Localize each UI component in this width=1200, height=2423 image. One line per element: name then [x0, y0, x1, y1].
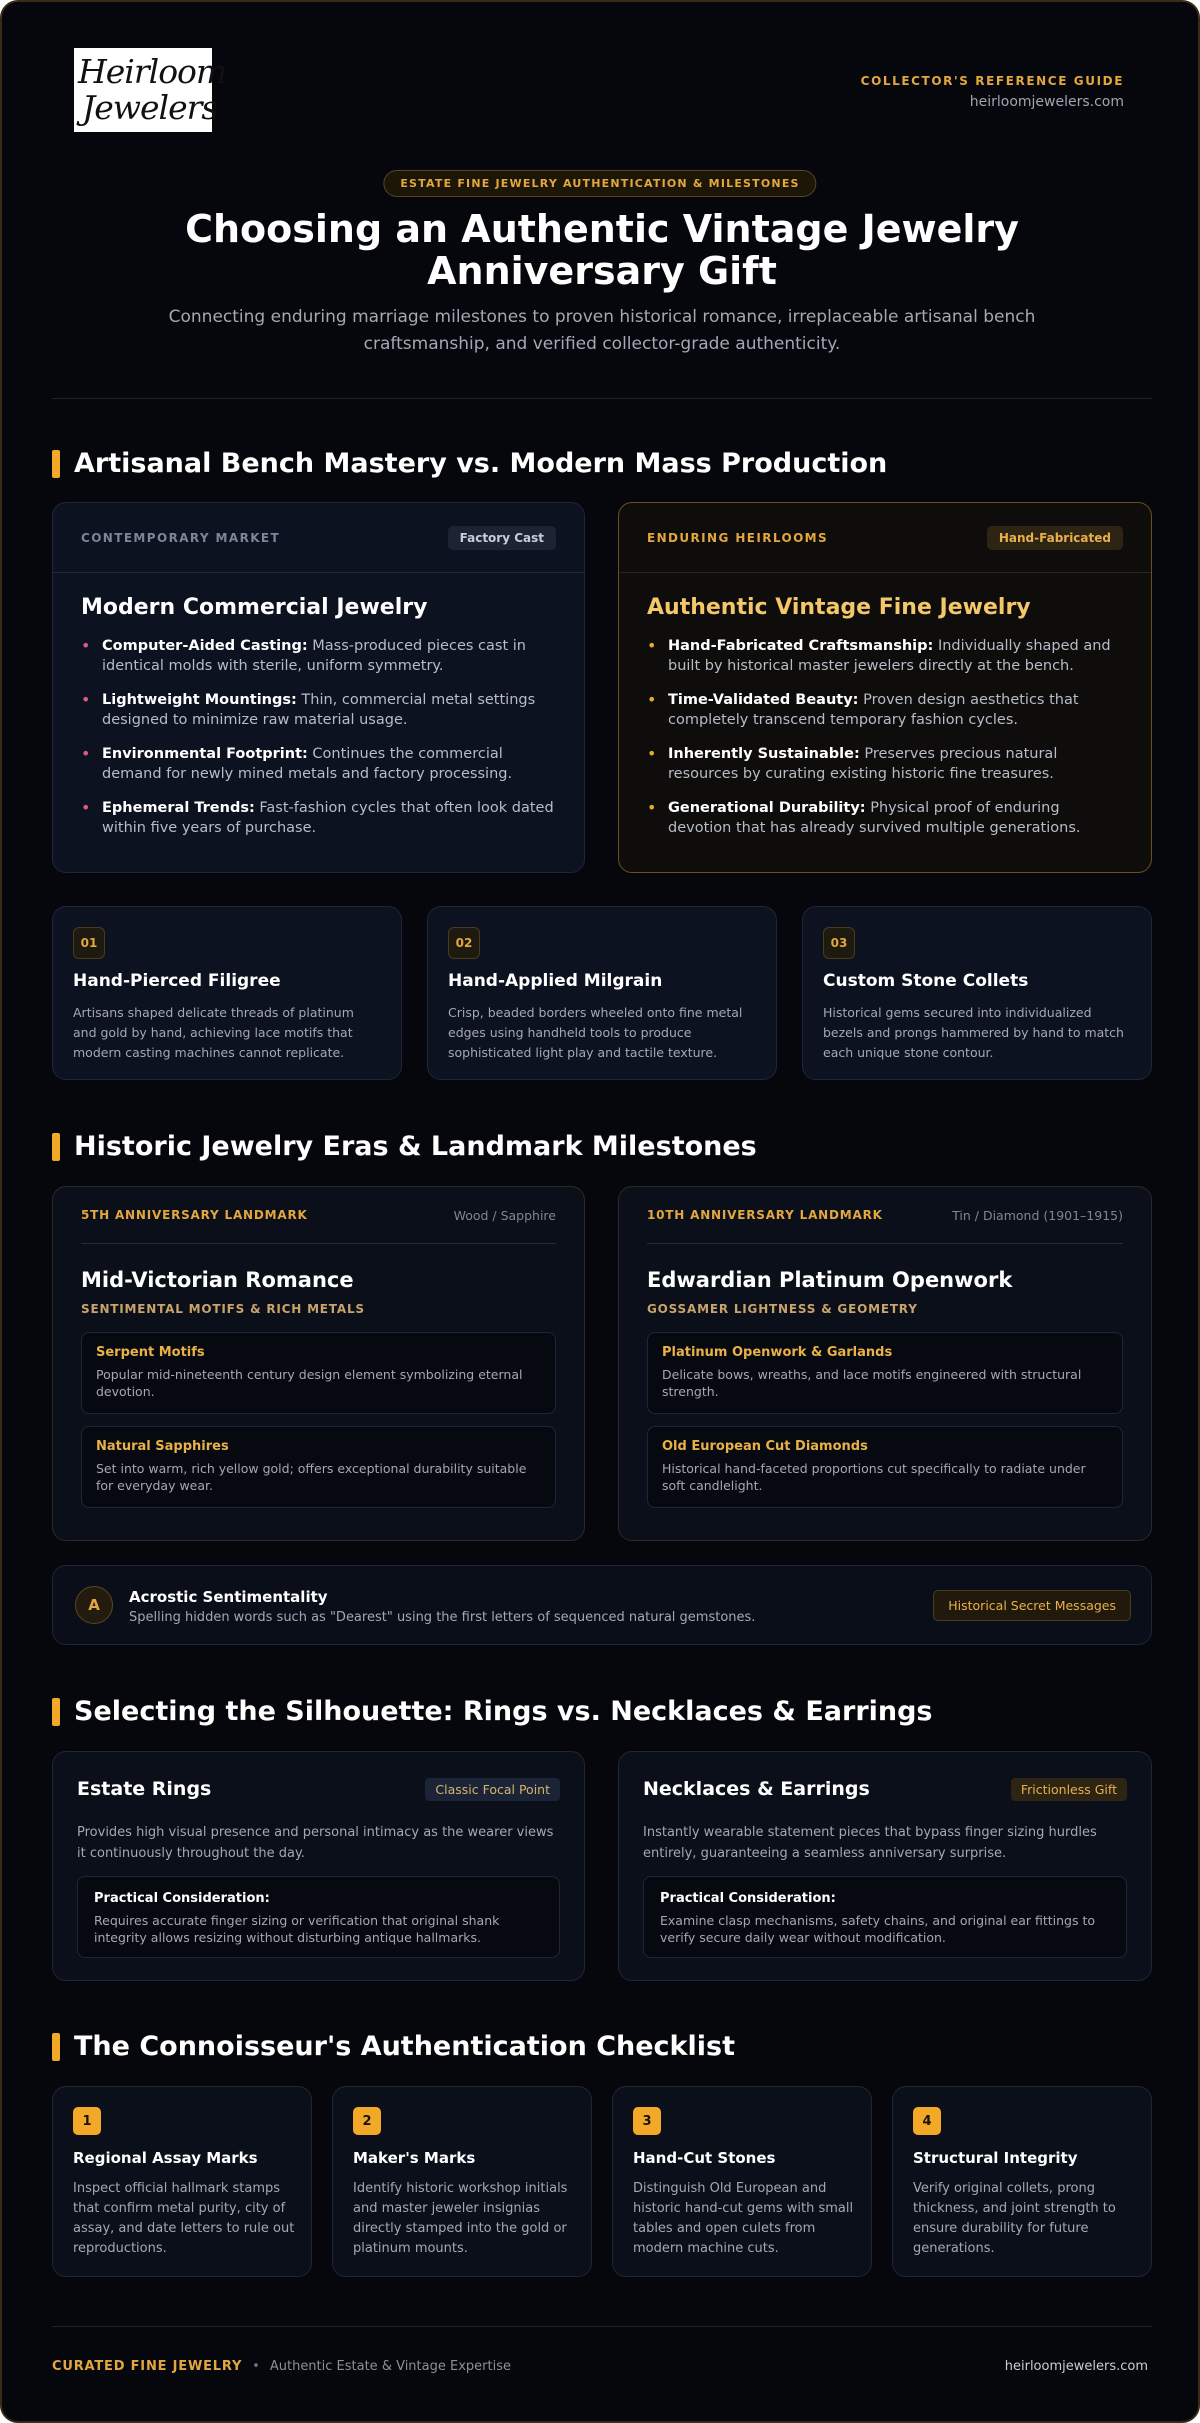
practical-consideration-box — [643, 1876, 1127, 1958]
acrostic-text: Spelling hidden words such as "Dearest" using the first letters of sequenced natural gemstones. — [129, 1610, 756, 1625]
era-detail — [647, 1426, 1123, 1508]
list-item: • Generational Durability: Physical proof of enduring devotion that has already survived multiple generations. — [647, 798, 1123, 838]
acrostic-title: Acrostic Sentimentality — [129, 1588, 328, 1606]
era-material: Wood / Sapphire — [453, 1207, 556, 1223]
topic-pill: ESTATE FINE JEWELRY AUTHENTICATION & MILESTONES — [383, 170, 816, 197]
modern-feature-list — [53, 620, 584, 838]
era-detail — [647, 1332, 1123, 1414]
frictionless-gift-badge: Frictionless Gift — [1011, 1778, 1127, 1801]
era-detail-title: Natural Sapphires — [96, 1439, 229, 1454]
footer-brand: CURATED FINE JEWELRY — [52, 2359, 243, 2374]
list-item: • Environmental Footprint: Continues the commercial demand for newly mined metals and factory processing. — [81, 744, 556, 784]
acrostic-letter-icon: A — [75, 1586, 113, 1624]
silhouette-title: Estate Rings — [77, 1778, 212, 1800]
checklist-text: Inspect official hallmark stamps that confirm metal purity, city of assay, and date letters to rule out reproductions. — [73, 2181, 295, 2256]
feature-card-milgrain — [427, 906, 777, 1080]
feature-title: Hand-Pierced Filigree — [73, 971, 281, 991]
era-detail-text: Historical hand-faceted proportions cut specifically to radiate under soft candlelight. — [662, 1461, 1086, 1493]
section-accent-bar — [52, 450, 60, 478]
feature-number-badge: 02 — [448, 927, 480, 959]
era-kicker: 5TH ANNIVERSARY LANDMARK — [81, 1208, 308, 1222]
feature-card-filigree — [52, 906, 402, 1080]
consideration-title: Practical Consideration: — [660, 1891, 836, 1906]
era-detail — [81, 1426, 556, 1508]
feature-text: Crisp, beaded borders wheeled onto fine metal edges using handheld tools to produce sophisticated light play and tactile texture. — [448, 1005, 743, 1060]
footer-left — [52, 2359, 511, 2374]
checklist-card-stones — [612, 2086, 872, 2277]
card-kicker: ENDURING HEIRLOOMS — [647, 530, 829, 545]
section-heading-eras — [52, 1131, 757, 1162]
page-title: Choosing an Authentic Vintage Jewelry Anniversary Gift — [185, 207, 1019, 293]
card-kicker: CONTEMPORARY MARKET — [81, 530, 281, 545]
footer-divider — [52, 2326, 1152, 2327]
logo[interactable] — [74, 48, 227, 132]
era-subtitle: SENTIMENTAL MOTIFS & RICH METALS — [81, 1302, 365, 1316]
silhouette-text: Provides high visual presence and personal intimacy as the wearer views it continuously throughout the day. — [77, 1825, 554, 1861]
consideration-title: Practical Consideration: — [94, 1891, 270, 1906]
era-subtitle: GOSSAMER LIGHTNESS & GEOMETRY — [647, 1302, 918, 1316]
era-detail-text: Set into warm, rich yellow gold; offers exceptional durability suitable for everyday wear. — [96, 1461, 527, 1493]
silhouette-title: Necklaces & Earrings — [643, 1778, 870, 1800]
focal-point-badge: Classic Focal Point — [425, 1778, 560, 1801]
reference-block — [861, 74, 1124, 110]
section-heading-silhouette — [52, 1696, 933, 1727]
feature-text: Artisans shaped delicate threads of platinum and gold by hand, achieving lace motifs that modern casting machines cannot replicate. — [73, 1005, 354, 1060]
era-detail-text: Popular mid-nineteenth century design element symbolizing eternal devotion. — [96, 1367, 523, 1399]
practical-consideration-box — [77, 1876, 560, 1958]
card-heading: Modern Commercial Jewelry — [81, 595, 428, 620]
checklist-text: Distinguish Old European and historic hand-cut gems with small tables and open culets from modern machine cuts. — [633, 2181, 854, 2256]
vintage-feature-list — [619, 620, 1151, 838]
era-card-edwardian — [618, 1186, 1152, 1541]
logo-line-2: Jewelers — [82, 88, 218, 127]
era-detail-title: Platinum Openwork & Garlands — [662, 1345, 893, 1360]
list-item: • Computer-Aided Casting: Mass-produced pieces cast in identical molds with sterile, uniform symmetry. — [81, 636, 556, 676]
logo-line-1: Heirloom — [78, 52, 227, 91]
era-detail — [81, 1332, 556, 1414]
era-card-victorian — [52, 1186, 585, 1541]
list-item: • Ephemeral Trends: Fast-fashion cycles that often look dated within five years of purchase. — [81, 798, 556, 838]
list-item: • Hand-Fabricated Craftsmanship: Individually shaped and built by historical master jewelers directly at the bench. — [647, 636, 1123, 676]
era-top — [647, 1187, 1123, 1244]
section-title: The Connoisseur's Authentication Checklist — [74, 2031, 735, 2062]
list-item: • Lightweight Mountings: Thin, commercial metal settings designed to minimize raw material usage. — [81, 690, 556, 730]
checklist-number-badge: 2 — [353, 2107, 381, 2135]
checklist-title: Hand-Cut Stones — [633, 2149, 776, 2167]
section-title: Artisanal Bench Mastery vs. Modern Mass Production — [74, 448, 888, 479]
reference-label: COLLECTOR'S REFERENCE GUIDE — [860, 74, 1124, 88]
vintage-jewelry-card — [618, 502, 1152, 873]
era-detail-title: Old European Cut Diamonds — [662, 1439, 868, 1454]
era-title: Edwardian Platinum Openwork — [647, 1268, 1013, 1292]
feature-title: Hand-Applied Milgrain — [448, 971, 663, 991]
factory-cast-badge: Factory Cast — [448, 526, 556, 550]
hand-fabricated-badge: Hand-Fabricated — [987, 526, 1123, 550]
feature-title: Custom Stone Collets — [823, 971, 1029, 991]
footer-url-link[interactable]: heirloomjewelers.com — [1004, 2359, 1148, 2374]
feature-text: Historical gems secured into individualized bezels and prongs hammered by hand to match each unique stone contour. — [823, 1005, 1124, 1060]
section-heading-checklist — [52, 2031, 735, 2062]
consideration-text: Examine clasp mechanisms, safety chains, and original ear fittings to verify secure daily wear without modification. — [660, 1913, 1096, 1945]
era-top — [81, 1187, 556, 1244]
section-title: Selecting the Silhouette: Rings vs. Necklaces & Earrings — [74, 1696, 933, 1727]
checklist-text: Identify historic workshop initials and master jeweler insignias directly stamped into the gold or platinum mounts. — [353, 2181, 568, 2256]
checklist-number-badge: 4 — [913, 2107, 941, 2135]
footer-separator: • — [252, 2359, 260, 2374]
feature-card-collets — [802, 906, 1152, 1080]
acrostic-banner — [52, 1565, 1152, 1645]
checklist-title: Regional Assay Marks — [73, 2149, 258, 2167]
card-heading: Authentic Vintage Fine Jewelry — [647, 595, 1031, 620]
checklist-card-makers — [332, 2086, 592, 2277]
header-url-link[interactable]: heirloomjewelers.com — [969, 94, 1124, 110]
list-item: • Time-Validated Beauty: Proven design aesthetics that completely transcend temporary fashion cycles. — [647, 690, 1123, 730]
list-item: • Inherently Sustainable: Preserves precious natural resources by curating existing historic fine treasures. — [647, 744, 1123, 784]
era-detail-title: Serpent Motifs — [96, 1345, 205, 1360]
secret-messages-badge: Historical Secret Messages — [933, 1590, 1131, 1621]
section-accent-bar — [52, 1698, 60, 1726]
feature-number-badge: 01 — [73, 927, 105, 959]
checklist-card-assay — [52, 2086, 312, 2277]
consideration-text: Requires accurate finger sizing or verification that original shank integrity allows resizing without disturbing antique hallmarks. — [94, 1913, 500, 1945]
checklist-title: Structural Integrity — [913, 2149, 1078, 2167]
silhouette-card-necklaces — [618, 1751, 1152, 1981]
section-accent-bar — [52, 2033, 60, 2061]
card-top — [53, 503, 584, 573]
section-title: Historic Jewelry Eras & Landmark Milestones — [74, 1131, 757, 1162]
checklist-number-badge: 1 — [73, 2107, 101, 2135]
era-kicker: 10TH ANNIVERSARY LANDMARK — [647, 1208, 883, 1222]
section-heading-craft — [52, 448, 887, 479]
checklist-text: Verify original collets, prong thickness, and joint strength to ensure durability for future generations. — [913, 2181, 1116, 2256]
checklist-card-integrity — [892, 2086, 1152, 2277]
era-material: Tin / Diamond (1901–1915) — [952, 1207, 1123, 1223]
silhouette-card-rings — [52, 1751, 585, 1981]
era-detail-text: Delicate bows, wreaths, and lace motifs engineered with structural strength. — [662, 1367, 1082, 1399]
header-divider — [52, 398, 1152, 399]
page-subtitle: Connecting enduring marriage milestones to proven historical romance, irreplaceable artisanal bench craftsmanship, and verified collector-grade authenticity. — [168, 307, 1036, 354]
modern-jewelry-card — [52, 502, 585, 873]
checklist-number-badge: 3 — [633, 2107, 661, 2135]
era-title: Mid-Victorian Romance — [81, 1268, 354, 1292]
card-top — [619, 503, 1151, 573]
checklist-title: Maker's Marks — [353, 2149, 476, 2167]
feature-number-badge: 03 — [823, 927, 855, 959]
section-accent-bar — [52, 1133, 60, 1161]
footer-tagline: Authentic Estate & Vintage Expertise — [269, 2359, 511, 2374]
silhouette-text: Instantly wearable statement pieces that bypass finger sizing hurdles entirely, guaranteeing a seamless anniversary surprise. — [643, 1825, 1097, 1861]
